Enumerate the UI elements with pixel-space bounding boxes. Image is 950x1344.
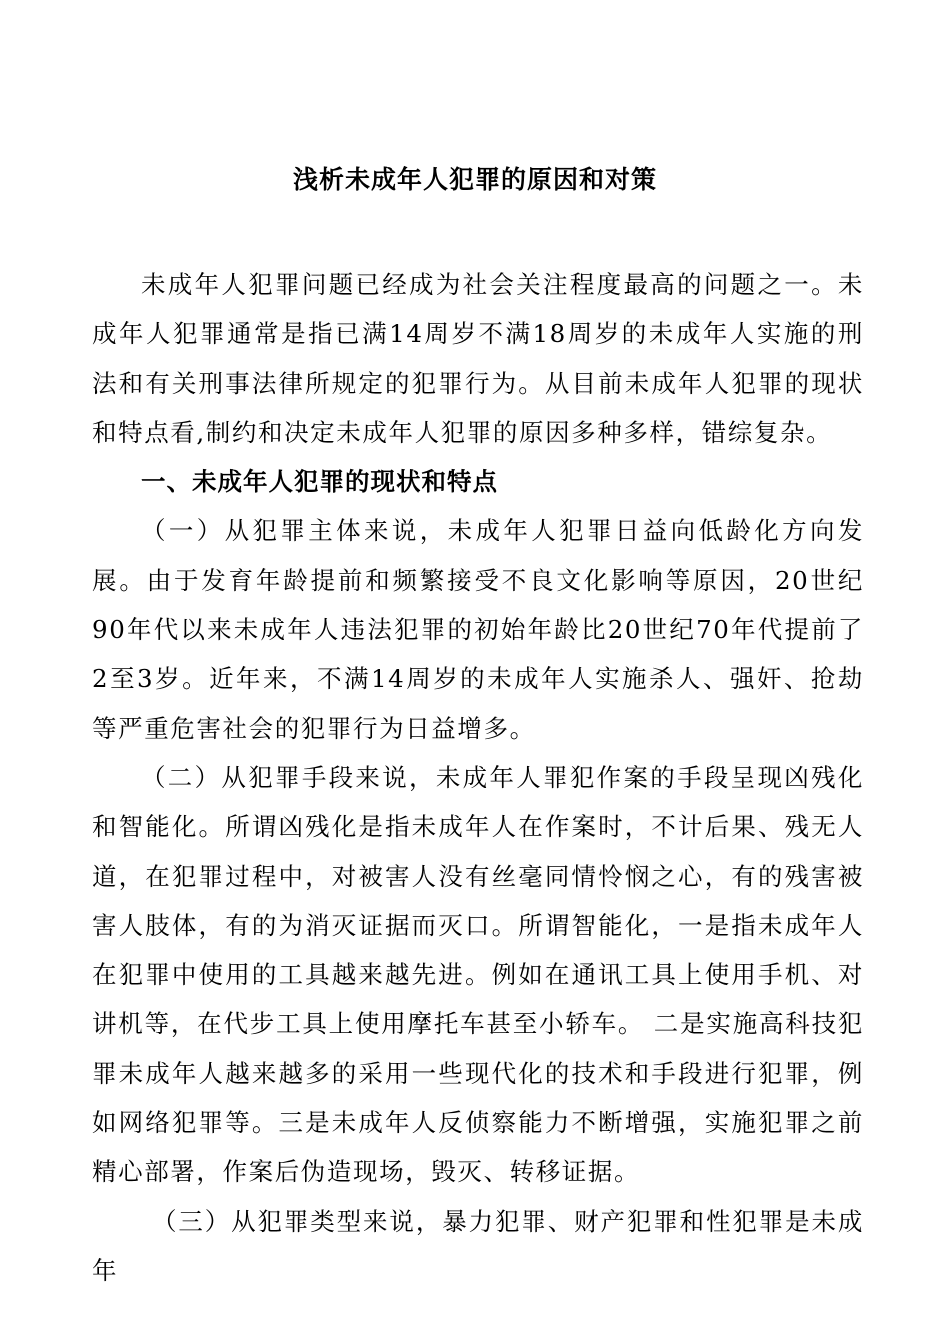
paragraph-1: （一）从犯罪主体来说，未成年人犯罪日益向低龄化方向发展。由于发育年龄提前和频繁接受不良文化影响等原因，20世纪90年代以来未成年人违法犯罪的初始年龄比20世纪70年代提前了2至3岁。近年来，不满14周岁的未成年人实施杀人、强奸、抢劫等严重危害社会的犯罪行为日益增多。 (92, 516, 864, 743)
section-heading-1: 一、未成年人犯罪的现状和特点 (141, 467, 498, 497)
paragraph-3: （三）从犯罪类型来说，暴力犯罪、财产犯罪和性犯罪是未成年 (92, 1206, 864, 1285)
intro-paragraph: 未成年人犯罪问题已经成为社会关注程度最高的问题之一。未成年人犯罪通常是指已满14周岁不满18周岁的未成年人实施的刑法和有关刑事法律所规定的犯罪行为。从目前未成年人犯罪的现状和特点看,制约和决定未成年人犯罪的原因多种多样，错综复杂。 (92, 270, 864, 447)
document-title: 浅析未成年人犯罪的原因和对策 (292, 165, 657, 194)
paragraph-2: （二）从犯罪手段来说，未成年人罪犯作案的手段呈现凶残化和智能化。所谓凶残化是指未成年人在作案时，不计后果、残无人道，在犯罪过程中，对被害人没有丝毫同情怜悯之心，有的残害被害人肢体，有的为消灭证据而灭口。所谓智能化，一是指未成年人在犯罪中使用的工具越来越先进。例如在通讯工具上使用手机、对讲机等，在代步工具上使用摩托车甚至小轿车。 二是实施高科技犯罪未成年人越来越多的采用一些现代化的技术和手段进行犯罪，例如网络犯罪等。三是未成年人反侦察能力不断增强，实施犯罪之前精心部署，作案后伪造现场，毁灭、转移证据。 (92, 762, 864, 1187)
document-body (92, 260, 864, 1295)
